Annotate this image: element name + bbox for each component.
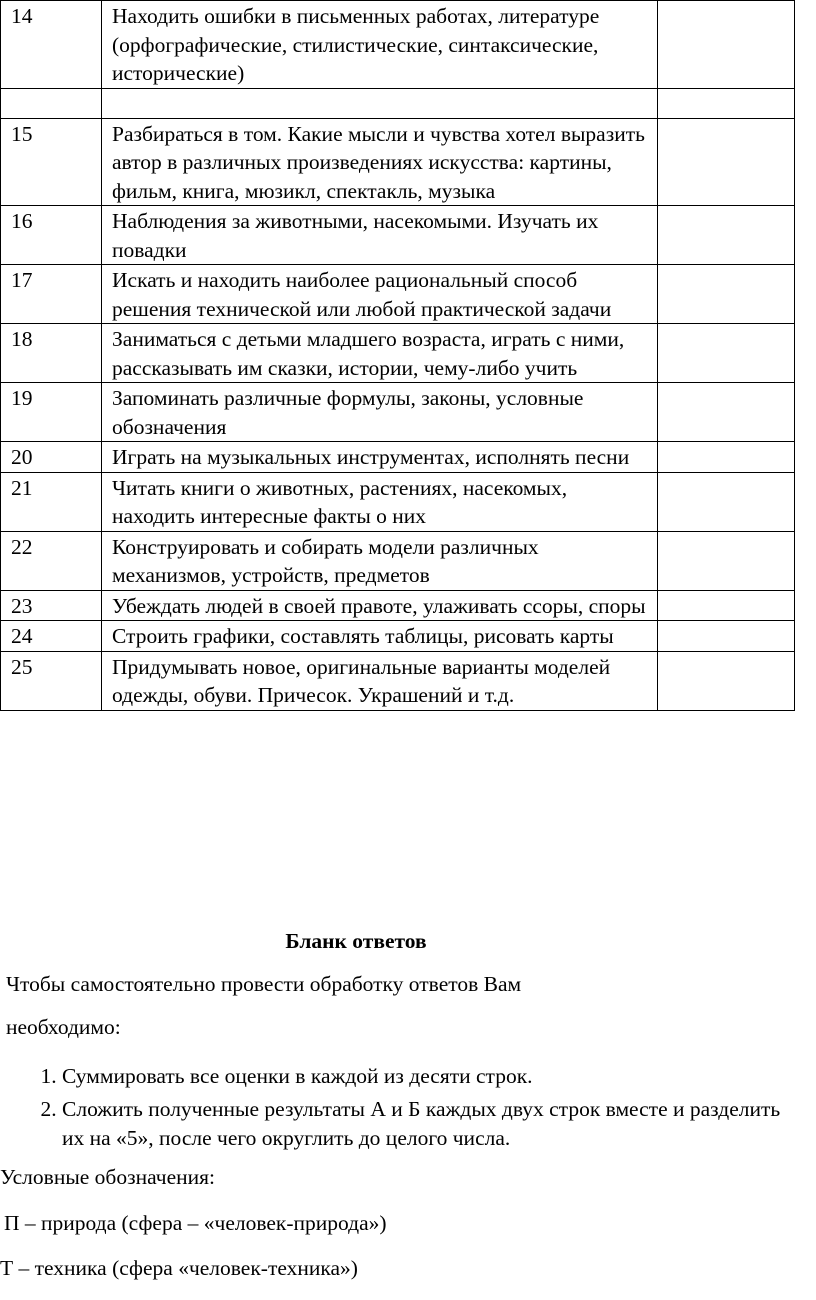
item-text: Заниматься с детьми младшего возраста, играть с ними, рассказывать им сказки, истории, чему-либо учить	[102, 324, 658, 383]
item-text: Наблюдения за животными, насекомыми. Изучать их повадки	[102, 206, 658, 265]
item-number: 14	[1, 1, 102, 89]
answer-cell[interactable]	[658, 206, 795, 265]
item-number: 16	[1, 206, 102, 265]
item-number: 23	[1, 590, 102, 621]
answer-cell[interactable]	[658, 442, 795, 473]
table-row	[1, 1, 795, 89]
item-text: Придумывать новое, оригинальные варианты моделей одежды, обуви. Причесок. Украшений и т.д.	[102, 651, 658, 710]
item-text: Убеждать людей в своей правоте, улаживать ссоры, споры	[102, 590, 658, 621]
item-number: 15	[1, 118, 102, 206]
legend-title: Условные обозначения:	[0, 1165, 216, 1189]
table-row	[1, 118, 795, 206]
table-row	[1, 324, 795, 383]
table-row	[1, 472, 795, 531]
item-number	[1, 88, 102, 118]
table-row	[1, 442, 795, 473]
item-text: Играть на музыкальных инструментах, исполнять песни	[102, 442, 658, 473]
item-text	[102, 88, 658, 118]
item-text: Искать и находить наиболее рациональный способ решения технической или любой практической задачи	[102, 265, 658, 324]
table-row	[1, 590, 795, 621]
item-number: 17	[1, 265, 102, 324]
table-row	[1, 265, 795, 324]
item-text: Читать книги о животных, растениях, насекомых, находить интересные факты о них	[102, 472, 658, 531]
table-row	[1, 621, 795, 652]
legend-item: П – природа (сфера – «человек-природа»)	[4, 1211, 387, 1235]
answer-cell[interactable]	[658, 651, 795, 710]
table-row	[1, 206, 795, 265]
answer-cell[interactable]	[658, 472, 795, 531]
item-number: 21	[1, 472, 102, 531]
item-number: 19	[1, 383, 102, 442]
answer-cell[interactable]	[658, 590, 795, 621]
answer-cell[interactable]	[658, 324, 795, 383]
item-text: Разбираться в том. Какие мысли и чувства хотел выразить автор в различных произведениях искусства: картины, фильм, книга, мюзикл, спектакль, музыка	[102, 118, 658, 206]
intro-text-line-2: необходимо:	[6, 1015, 121, 1039]
table-row	[1, 651, 795, 710]
intro-text-line-1: Чтобы самостоятельно провести обработку ответов Вам	[6, 972, 522, 996]
item-text: Конструировать и собирать модели различных механизмов, устройств, предметов	[102, 531, 658, 590]
answer-cell[interactable]	[658, 265, 795, 324]
answer-cell[interactable]	[658, 621, 795, 652]
answer-cell[interactable]	[658, 383, 795, 442]
answer-cell[interactable]	[658, 531, 795, 590]
item-number: 24	[1, 621, 102, 652]
item-text: Запоминать различные формулы, законы, условные обозначения	[102, 383, 658, 442]
table-row	[1, 383, 795, 442]
table-row	[1, 531, 795, 590]
instruction-step: 2. Сложить полученные результаты А и Б каждых двух строк вместе и разделить их на «5», после чего округлить до целого числа.	[62, 1095, 802, 1153]
answer-form-heading: Бланк ответов	[285, 929, 427, 953]
item-text: Строить графики, составлять таблицы, рисовать карты	[102, 621, 658, 652]
instruction-step: 1. Суммировать все оценки в каждой из десяти строк.	[62, 1062, 802, 1091]
item-text: Находить ошибки в письменных работах, литературе (орфографические, стилистические, синтаксические, исторические)	[102, 1, 658, 89]
item-number: 22	[1, 531, 102, 590]
instruction-steps	[0, 1062, 802, 1157]
item-number: 18	[1, 324, 102, 383]
item-number: 25	[1, 651, 102, 710]
answer-cell[interactable]	[658, 88, 795, 118]
answer-cell[interactable]	[658, 118, 795, 206]
answer-cell[interactable]	[658, 1, 795, 89]
table-row	[1, 88, 795, 118]
legend-item: Т – техника (сфера «человек-техника»)	[0, 1256, 358, 1280]
item-number: 20	[1, 442, 102, 473]
